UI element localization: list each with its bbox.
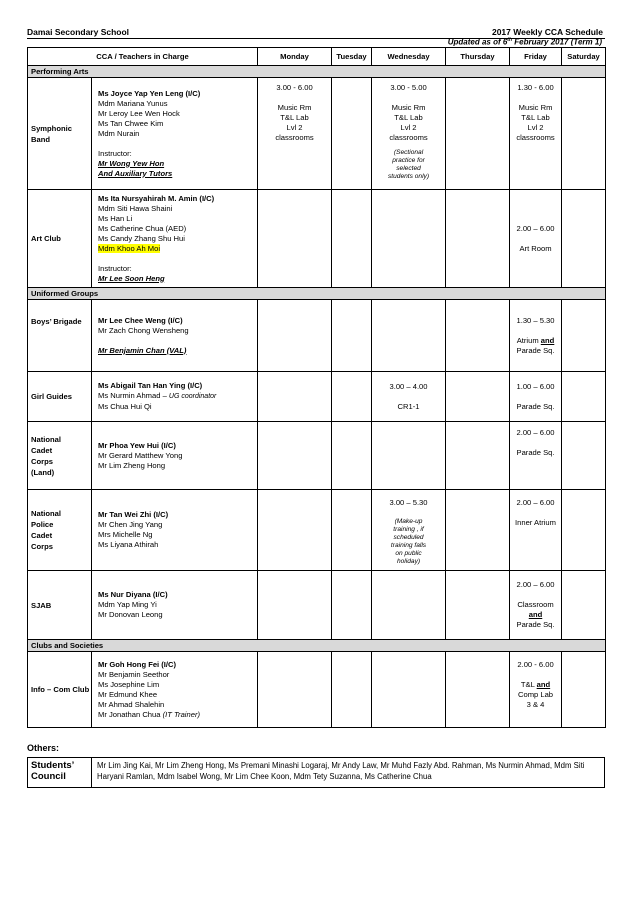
slot-friday: 2.00 - 6.00 T&L and Comp Lab 3 & 4	[510, 652, 562, 728]
instructor: Mr Wong Yew Hon	[98, 158, 165, 168]
cca-name: Info – Com Club	[28, 652, 92, 728]
table-row	[28, 758, 605, 788]
teachers-cell	[92, 652, 258, 728]
teacher: Mr Chen Jing Yang	[98, 520, 163, 529]
teacher: Mr Edmund Khee	[98, 689, 158, 699]
col-header-saturday: Saturday	[562, 48, 606, 66]
table-row	[28, 372, 606, 422]
teachers-cell	[92, 490, 258, 571]
school-name: Damai Secondary School	[27, 27, 130, 37]
slot-friday: 2.00 – 6.00 Parade Sq.	[510, 422, 562, 490]
slot-saturday	[562, 571, 606, 640]
teacher: Ms Chua Hui Qi	[98, 402, 152, 411]
slot-friday: 2.00 – 6.00 Inner Atrium	[510, 490, 562, 571]
teacher: Mr Benjamin Seethor	[98, 669, 170, 679]
teacher-in-charge: Ms Ita Nursyahirah M. Amin (I/C)	[98, 193, 215, 203]
slot-monday: 3.00 - 6.00 Music Rm T&L Lab Lvl 2 classrooms	[258, 78, 332, 190]
teacher: Mdm Yap Ming Yi	[98, 600, 157, 609]
slot-wednesday: 3.00 – 4.00 CR1-1	[372, 372, 446, 422]
table-row	[28, 300, 606, 372]
slot-wednesday	[372, 652, 446, 728]
slot-tuesday	[332, 652, 372, 728]
slot-friday: 1.30 - 6.00 Music Rm T&L Lab Lvl 2 classrooms	[510, 78, 562, 190]
col-header-cca: CCA / Teachers in Charge	[28, 48, 258, 66]
teachers-cell	[92, 422, 258, 490]
cca-name: National Cadet Corps (Land)	[28, 422, 92, 490]
teacher: Ms Nurmin Ahmad – UG coordinator	[98, 391, 217, 400]
slot-thursday	[446, 190, 510, 288]
instructor: And Auxiliary Tutors	[98, 168, 173, 178]
students-council-label: Students’ Council	[28, 758, 92, 788]
document-title: 2017 Weekly CCA Schedule	[491, 27, 603, 37]
teacher: Mr Jonathan Chua (IT Trainer)	[98, 709, 200, 719]
table-row	[28, 78, 606, 190]
teacher: Mr Lim Zheng Hong	[98, 460, 166, 470]
slot-saturday	[562, 78, 606, 190]
others-table	[27, 757, 605, 788]
slot-wednesday: 3.00 - 5.00 Music Rm T&L Lab Lvl 2 classrooms (Sectional practice for selected students only)	[372, 78, 446, 190]
teacher: Ms Han Li	[98, 213, 133, 223]
slot-monday	[258, 490, 332, 571]
slot-saturday	[562, 422, 606, 490]
cca-name: Art Club	[28, 190, 92, 288]
teachers-cell	[92, 571, 258, 640]
teacher-in-charge: Ms Nur Diyana (I/C)	[98, 590, 168, 599]
teacher-in-charge: Mr Lee Chee Weng (I/C)	[98, 315, 183, 325]
teacher: Mr Zach Chong Wensheng	[98, 325, 189, 335]
table-row	[28, 652, 606, 728]
teacher: Mr Ahmad Shalehin	[98, 699, 165, 709]
cca-name: Boys’ Brigade	[28, 300, 92, 372]
slot-saturday	[562, 300, 606, 372]
slot-monday	[258, 422, 332, 490]
teacher: Mrs Michelle Ng	[98, 530, 153, 539]
teacher: Mdm Nurain	[98, 128, 140, 138]
teacher: Ms Tan Chwee Kim	[98, 118, 164, 128]
cca-name: National Police Cadet Corps	[28, 490, 92, 571]
teacher-in-charge: Ms Joyce Yap Yen Leng (I/C)	[98, 88, 201, 98]
instructor-label: Instructor:	[98, 263, 132, 273]
teachers-cell	[92, 372, 258, 422]
slot-wednesday	[372, 571, 446, 640]
slot-thursday	[446, 422, 510, 490]
others-heading: Others:	[27, 743, 60, 753]
slot-tuesday	[332, 300, 372, 372]
teacher: Mr Leroy Lee Wen Hock	[98, 108, 180, 118]
teacher-in-charge: Mr Phoa Yew Hui (I/C)	[98, 440, 176, 450]
teacher-in-charge: Ms Abigail Tan Han Ying (I/C)	[98, 381, 203, 390]
cca-name: SJAB	[28, 571, 92, 640]
instructor-label: Instructor:	[98, 148, 132, 158]
teacher: Ms Josephine Lim	[98, 679, 160, 689]
table-row	[28, 190, 606, 288]
col-header-friday: Friday	[510, 48, 562, 66]
slot-saturday	[562, 372, 606, 422]
teacher-highlighted: Mdm Khoo Ah Moi	[98, 243, 161, 253]
table-header-row	[28, 48, 606, 66]
slot-monday	[258, 300, 332, 372]
volunteer-adult-leader: Mr Benjamin Chan (VAL)	[98, 345, 187, 355]
cca-name: Girl Guides	[28, 372, 92, 422]
slot-wednesday: 3.00 – 5.30 (Make-up training , if scheduled training falls on public holiday)	[372, 490, 446, 571]
slot-thursday	[446, 78, 510, 190]
teacher: Ms Candy Zhang Shu Hui	[98, 233, 185, 243]
slot-tuesday	[332, 372, 372, 422]
slot-friday: 2.00 – 6.00 Art Room	[510, 190, 562, 288]
slot-monday	[258, 652, 332, 728]
table-row	[28, 422, 606, 490]
section-clubs-societies: Clubs and Societies	[28, 640, 606, 652]
section-uniformed-groups: Uniformed Groups	[28, 288, 606, 300]
teachers-cell	[92, 190, 258, 288]
table-row	[28, 571, 606, 640]
col-header-tuesday: Tuesday	[332, 48, 372, 66]
teacher: Mdm Mariana Yunus	[98, 98, 168, 108]
col-header-thursday: Thursday	[446, 48, 510, 66]
table-row	[28, 490, 606, 571]
slot-thursday	[446, 372, 510, 422]
cca-schedule-table	[27, 47, 606, 728]
slot-monday	[258, 190, 332, 288]
slot-wednesday	[372, 422, 446, 490]
slot-friday: 2.00 – 6.00 Classroom and Parade Sq.	[510, 571, 562, 640]
slot-saturday	[562, 652, 606, 728]
teacher: Ms Catherine Chua (AED)	[98, 223, 187, 233]
teacher-in-charge: Mr Tan Wei Zhi (I/C)	[98, 510, 169, 519]
slot-friday: 1.00 – 6.00 Parade Sq.	[510, 372, 562, 422]
teacher: Mr Donovan Leong	[98, 610, 163, 619]
updated-note: Updated as of 6th February 2017 (Term 1)	[447, 37, 602, 47]
instructor: Mr Lee Soon Heng	[98, 273, 165, 283]
slot-saturday	[562, 490, 606, 571]
slot-tuesday	[332, 490, 372, 571]
slot-tuesday	[332, 571, 372, 640]
slot-thursday	[446, 490, 510, 571]
slot-tuesday	[332, 190, 372, 288]
slot-tuesday	[332, 78, 372, 190]
teachers-cell	[92, 78, 258, 190]
slot-monday	[258, 571, 332, 640]
teachers-cell	[92, 300, 258, 372]
slot-wednesday	[372, 300, 446, 372]
col-header-monday: Monday	[258, 48, 332, 66]
teacher: Mdm Siti Hawa Shaini	[98, 203, 173, 213]
slot-friday: 1.30 – 5.30 Atrium and Parade Sq.	[510, 300, 562, 372]
teacher: Ms Liyana Athirah	[98, 540, 159, 549]
slot-thursday	[446, 300, 510, 372]
cca-name: Symphonic Band	[28, 78, 92, 190]
slot-wednesday	[372, 190, 446, 288]
slot-tuesday	[332, 422, 372, 490]
students-council-teachers: Mr Lim Jing Kai, Mr Lim Zheng Hong, Ms Premani Minashi Logaraj, Mr Andy Law, Mr Muhd Fazly Abd. Rahman, Ms Nurmin Ahmad, Mdm Siti Haryani Ramlan, Mdm Isabel Wong, Mr Lim Chee Koon, Mdm Tety Suzanna, Ms Catherine Chua	[92, 758, 605, 788]
slot-thursday	[446, 571, 510, 640]
slot-saturday	[562, 190, 606, 288]
section-performing-arts: Performing Arts	[28, 66, 606, 78]
teacher-in-charge: Mr Goh Hong Fei (I/C)	[98, 659, 177, 669]
teacher: Mr Gerard Matthew Yong	[98, 450, 183, 460]
slot-thursday	[446, 652, 510, 728]
col-header-wednesday: Wednesday	[372, 48, 446, 66]
slot-monday	[258, 372, 332, 422]
